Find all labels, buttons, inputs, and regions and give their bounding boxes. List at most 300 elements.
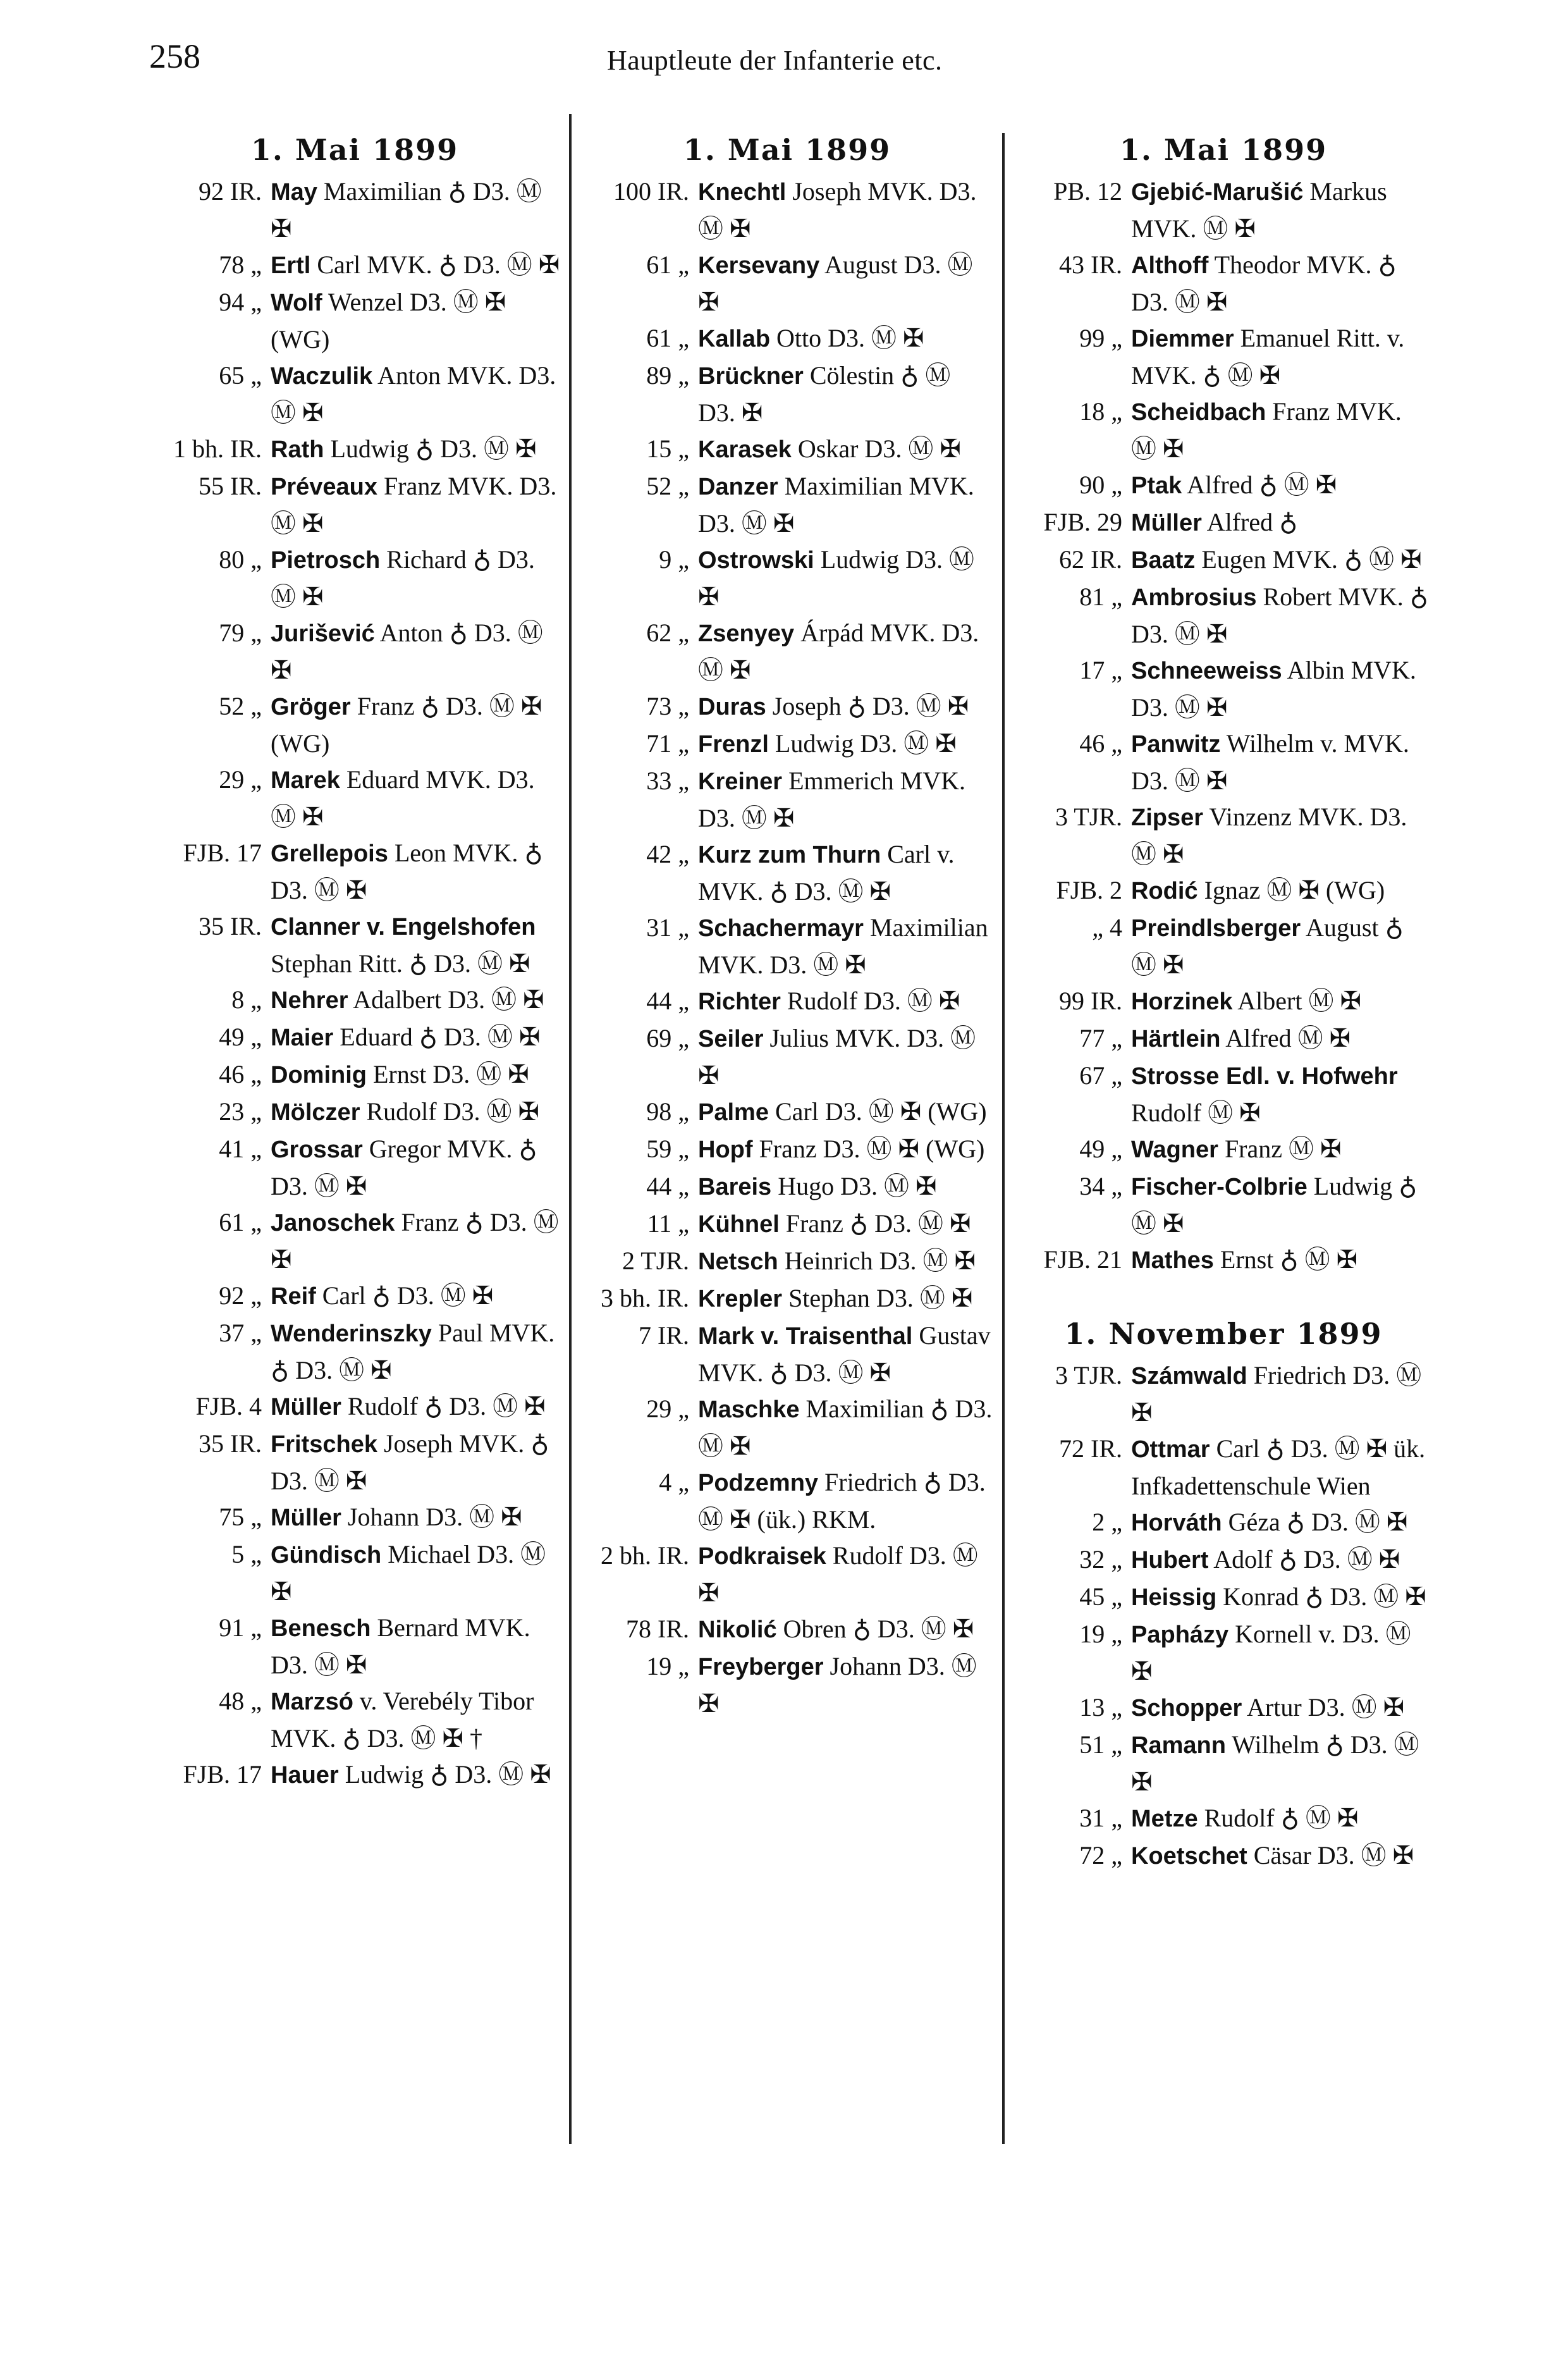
regiment-number: 80 „ (219, 545, 262, 574)
regiment-number: 65 „ (219, 361, 262, 390)
officer-surname: Härtlein (1131, 1026, 1221, 1052)
entry-text (698, 1648, 993, 1721)
list-entry (1015, 1168, 1432, 1241)
entry-text (698, 1537, 993, 1611)
regiment-number: 49 „ (1079, 1135, 1122, 1163)
officer-details: Otto D3. Ⓜ ✠ (770, 324, 924, 352)
regiment-number: 79 „ (219, 619, 262, 647)
officer-surname: Richter (698, 988, 781, 1015)
list-entry (149, 247, 560, 284)
list-entry (149, 284, 560, 357)
officer-details: Joseph MVK. ♁ D3. Ⓜ ✠ (271, 1429, 549, 1495)
list-entry (1015, 393, 1432, 467)
regiment-number: 81 „ (1079, 582, 1122, 611)
officer-surname: Zsenyey (698, 620, 795, 647)
regiment-number: 67 „ (1079, 1061, 1122, 1090)
regiment-number: 61 „ (219, 1208, 262, 1236)
officer-details: Rudolf D3. Ⓜ ✠ (360, 1097, 539, 1126)
list-entry (582, 836, 993, 909)
officer-details: Johann D3. Ⓜ ✠ (341, 1503, 522, 1531)
officer-surname: Papházy (1131, 1622, 1229, 1648)
officer-surname: Duras (698, 694, 766, 720)
officer-details: Carl v. MVK. ♁ D3. Ⓜ ✠ (698, 840, 955, 906)
list-entry (149, 1093, 560, 1131)
officer-details: Ignaz Ⓜ ✠ (WG) (1197, 876, 1385, 904)
officer-details: Géza ♁ D3. Ⓜ ✠ (1222, 1508, 1408, 1536)
entry-text (698, 1205, 993, 1243)
regiment-number: FJB. 29 (1043, 508, 1122, 536)
officer-details: Albert Ⓜ ✠ (1232, 987, 1361, 1015)
officer-surname: Müller (271, 1505, 341, 1531)
entry-text (698, 615, 993, 688)
regiment-number: 72 „ (1079, 1841, 1122, 1869)
officer-surname: Strosse Edl. v. Hofwehr (1131, 1063, 1398, 1090)
list-entry (582, 247, 993, 320)
officer-details: Anton ♁ D3. Ⓜ ✠ (271, 619, 543, 684)
regiment-number: 61 „ (646, 250, 689, 279)
list-entry (149, 688, 560, 761)
list-entry (149, 1131, 560, 1204)
regiment-number: 5 „ (231, 1540, 262, 1568)
officer-surname: Hauer (271, 1762, 339, 1789)
officer-details: v. Verebély Tibor MVK. ♁ D3. Ⓜ ✠ † (271, 1687, 534, 1752)
officer-details: Friedrich D3. Ⓜ ✠ (1131, 1361, 1422, 1427)
officer-details: Anton MVK. D3. Ⓜ ✠ (271, 361, 556, 427)
regiment-number: 91 „ (219, 1613, 262, 1642)
regiment-number: PB. 12 (1053, 177, 1122, 206)
officer-details: Maximilian MVK. D3. Ⓜ ✠ (698, 472, 974, 538)
regiment-number: 44 „ (646, 987, 689, 1015)
officer-surname: Kallab (698, 326, 771, 352)
officer-surname: Benesch (271, 1615, 371, 1642)
entry-text (698, 1131, 993, 1168)
officer-surname: Maier (271, 1025, 334, 1051)
list-entry (149, 357, 560, 431)
entry-text (698, 1611, 993, 1648)
entry-text (271, 468, 560, 541)
entry-text (271, 1315, 560, 1388)
officer-surname: Palme (698, 1099, 769, 1126)
regiment-number: 89 „ (646, 361, 689, 390)
officer-details: Ernst D3. Ⓜ ✠ (366, 1060, 529, 1088)
list-entry (1015, 909, 1432, 983)
entry-text (698, 1391, 993, 1464)
entry-text (271, 1683, 560, 1756)
entry-text (271, 541, 560, 615)
regiment-number: 75 „ (219, 1503, 262, 1531)
list-entry (582, 320, 993, 357)
list-entry (1015, 247, 1432, 320)
officer-details: Franz MVK. Ⓜ ✠ (1131, 397, 1402, 463)
list-entry (1015, 541, 1432, 579)
officer-details: Franz MVK. D3. Ⓜ ✠ (271, 472, 557, 538)
officer-details: Adalbert D3. Ⓜ ✠ (348, 985, 544, 1014)
officer-surname: Horváth (1131, 1510, 1222, 1536)
entry-text (698, 909, 993, 983)
entry-text (1131, 393, 1432, 467)
list-entry (1015, 1837, 1432, 1875)
entry-text (698, 320, 993, 357)
list-entry (1015, 1541, 1432, 1579)
entry-text (271, 1093, 560, 1131)
list-entry (1015, 1057, 1432, 1131)
officer-details: August D3. Ⓜ ✠ (698, 250, 973, 316)
officer-details: Albin MVK. D3. Ⓜ ✠ (1131, 656, 1416, 722)
officer-surname: Reif (271, 1283, 316, 1310)
entry-text (271, 1388, 560, 1426)
list-entry (582, 725, 993, 763)
officer-details: Bernard MVK. D3. Ⓜ ✠ (271, 1613, 530, 1679)
officer-details: Ernst ♁ Ⓜ ✠ (1213, 1245, 1358, 1274)
regiment-number: 100 IR. (613, 177, 689, 206)
entry-text (271, 357, 560, 431)
entry-text (1131, 467, 1432, 504)
regiment-number: 18 „ (1079, 397, 1122, 426)
officer-details: Rudolf D3. Ⓜ ✠ (698, 1541, 978, 1607)
regiment-number: 34 „ (1079, 1172, 1122, 1200)
entry-text (1131, 1057, 1432, 1131)
officer-surname: May (271, 179, 317, 206)
regiment-number: 99 „ (1079, 324, 1122, 352)
list-entry (582, 1611, 993, 1648)
entry-text (271, 1204, 560, 1278)
regiment-number: 29 „ (219, 765, 262, 794)
officer-surname: Baatz (1131, 547, 1196, 574)
list-entry (149, 1204, 560, 1278)
officer-details: Carl ♁ D3. Ⓜ ✠ ük. Infkadettenschule Wien (1131, 1434, 1426, 1500)
officer-surname: Althoff (1131, 252, 1209, 279)
officer-surname: Hubert (1131, 1547, 1209, 1573)
regiment-number: 31 „ (646, 913, 689, 942)
entry-text (698, 836, 993, 909)
column-left (149, 133, 560, 1794)
regiment-number: 19 „ (646, 1652, 689, 1680)
regiment-number: 19 „ (1079, 1620, 1122, 1648)
entry-text (698, 1093, 993, 1131)
entry-text (1131, 1241, 1432, 1279)
entry-text (271, 1426, 560, 1499)
list-entry (582, 1131, 993, 1168)
entry-text (698, 1280, 993, 1317)
regiment-number: 61 „ (646, 324, 689, 352)
entry-text (1131, 1616, 1432, 1689)
officer-surname: Preindlsberger (1131, 915, 1301, 942)
regiment-number: 59 „ (646, 1135, 689, 1163)
list-entry (582, 468, 993, 541)
entry-text (1131, 320, 1432, 393)
column-middle (582, 133, 993, 1721)
officer-details: Alfred Ⓜ ✠ (1220, 1024, 1351, 1052)
list-entry (582, 1391, 993, 1464)
officer-surname: Gröger (271, 694, 351, 720)
list-entry (1015, 1727, 1432, 1800)
officer-details: Rudolf Ⓜ ✠ (1131, 1099, 1261, 1127)
regiment-number: 52 „ (646, 472, 689, 500)
officer-surname: Schachermayr (698, 915, 864, 942)
officer-surname: Wolf (271, 290, 322, 316)
list-entry (149, 431, 560, 468)
entry-text (271, 431, 560, 468)
list-entry (582, 173, 993, 247)
column-rule-right (1002, 133, 1005, 2144)
regiment-number: 45 „ (1079, 1582, 1122, 1611)
entry-text (698, 688, 993, 725)
list-entry (149, 1610, 560, 1683)
regiment-number: 2 TJR. (622, 1247, 689, 1275)
list-entry (149, 982, 560, 1019)
officer-details: Alfred ♁ (1201, 508, 1298, 536)
regiment-number: 3 TJR. (1055, 1361, 1122, 1389)
regiment-number: 51 „ (1079, 1730, 1122, 1759)
page-number: 258 (149, 37, 200, 75)
officer-details: Maximilian MVK. D3. Ⓜ ✠ (698, 913, 988, 979)
regiment-number: 77 „ (1079, 1024, 1122, 1052)
entry-text (1131, 1357, 1432, 1431)
list-entry (1015, 983, 1432, 1020)
officer-surname: Scheidbach (1131, 399, 1266, 426)
regiment-number: 71 „ (646, 729, 689, 758)
officer-surname: Frenzl (698, 731, 769, 758)
entry-text (271, 908, 560, 982)
officer-details: Ludwig D3. Ⓜ ✠ (698, 545, 975, 611)
officer-surname: Mark v. Traisenthal (698, 1323, 913, 1350)
officer-surname: Ptak (1131, 472, 1182, 499)
officer-surname: Nikolić (698, 1617, 777, 1643)
list-entry (1015, 652, 1432, 725)
officer-details: Adolf ♁ D3. Ⓜ ✠ (1208, 1545, 1400, 1573)
officer-surname: Brückner (698, 363, 804, 390)
list-entry (582, 615, 993, 688)
list-entry (582, 1020, 993, 1093)
list-entry (1015, 467, 1432, 504)
regiment-number: 72 IR. (1059, 1434, 1122, 1463)
entry-text (1131, 983, 1432, 1020)
officer-details: Julius MVK. D3. Ⓜ ✠ (698, 1024, 976, 1090)
officer-details: Alfred ♁ Ⓜ ✠ (1182, 471, 1337, 499)
regiment-number: 31 „ (1079, 1804, 1122, 1832)
officer-surname: Clanner v. Engelshofen (271, 914, 536, 940)
regiment-number: 2 „ (1092, 1508, 1122, 1536)
regiment-number: FJB. 4 (195, 1392, 262, 1420)
officer-surname: Grellepois (271, 841, 388, 867)
list-entry (582, 1464, 993, 1537)
list-entry (149, 173, 560, 247)
regiment-number: 3 bh. IR. (601, 1284, 689, 1312)
list-entry (1015, 1504, 1432, 1541)
list-entry (582, 909, 993, 983)
officer-surname: Fischer-Colbrie (1131, 1174, 1308, 1200)
officer-details: Robert MVK. ♁ D3. Ⓜ ✠ (1131, 582, 1428, 648)
officer-details: Carl D3. Ⓜ ✠ (WG) (768, 1097, 987, 1126)
officer-surname: Jurišević (271, 620, 375, 647)
regiment-number: 62 „ (646, 619, 689, 647)
list-entry (1015, 1020, 1432, 1057)
regiment-number: 90 „ (1079, 471, 1122, 499)
list-entry (149, 1536, 560, 1610)
list-entry (1015, 1616, 1432, 1689)
regiment-number: 1 bh. IR. (173, 434, 262, 463)
list-entry (149, 1315, 560, 1388)
officer-details: Paul MVK. ♁ D3. Ⓜ ✠ (271, 1319, 555, 1384)
list-entry (1015, 504, 1432, 541)
officer-details: Joseph MVK. D3. Ⓜ ✠ (698, 177, 977, 243)
regiment-number: FJB. 2 (1056, 876, 1122, 904)
entry-text (698, 1464, 993, 1537)
regiment-number: 9 „ (659, 545, 689, 574)
officer-surname: Marzsó (271, 1689, 353, 1715)
column-right (1015, 133, 1432, 1875)
regiment-number: 4 „ (659, 1468, 689, 1496)
officer-surname: Seiler (698, 1026, 764, 1052)
officer-surname: Janoschek (271, 1210, 395, 1236)
officer-details: Ludwig ♁ D3. Ⓜ ✠ (324, 434, 537, 463)
officer-surname: Horzinek (1131, 988, 1233, 1015)
regiment-number: 41 „ (219, 1135, 262, 1163)
entry-text (698, 247, 993, 320)
officer-details: Carl ♁ D3. Ⓜ ✠ (315, 1281, 494, 1310)
officer-details: Rudolf D3. Ⓜ ✠ (780, 987, 960, 1015)
officer-details: Franz D3. Ⓜ ✠ (WG) (752, 1135, 985, 1163)
entry-text (271, 1536, 560, 1610)
entry-text (1131, 1541, 1432, 1579)
list-entry (1015, 725, 1432, 799)
entry-text (1131, 872, 1432, 909)
list-entry (149, 541, 560, 615)
column-rule-left (569, 114, 572, 2144)
list-entry (582, 357, 993, 431)
list-entry (582, 1093, 993, 1131)
officer-details: Johann D3. Ⓜ ✠ (698, 1652, 977, 1718)
officer-details: Wenzel D3. Ⓜ ✠ (WG) (271, 288, 506, 354)
officer-surname: Kühnel (698, 1211, 780, 1238)
entry-text (1131, 799, 1432, 872)
list-entry (149, 835, 560, 908)
list-entry (1015, 579, 1432, 652)
officer-surname: Müller (271, 1394, 341, 1420)
list-entry (1015, 1579, 1432, 1616)
entry-text (698, 1020, 993, 1093)
officer-details: Cölestin ♁ Ⓜ D3. ✠ (698, 361, 951, 427)
entry-text (1131, 1727, 1432, 1800)
entry-text (1131, 1837, 1432, 1875)
list-entry (1015, 173, 1432, 247)
entry-text (1131, 1131, 1432, 1168)
officer-surname: Schneeweiss (1131, 658, 1282, 684)
entry-text (271, 982, 560, 1019)
officer-surname: Hopf (698, 1136, 753, 1163)
officer-surname: Podzemny (698, 1470, 819, 1496)
officer-details: Eduard ♁ D3. Ⓜ ✠ (333, 1023, 541, 1051)
list-entry (149, 1426, 560, 1499)
officer-details: Gregor MVK. ♁ D3. Ⓜ ✠ (271, 1135, 537, 1200)
officer-details: Obren ♁ D3. Ⓜ ✠ (776, 1615, 974, 1643)
officer-surname: Gjebić-Marušić (1131, 179, 1304, 206)
entry-text (271, 284, 560, 357)
officer-details: Árpád MVK. D3. Ⓜ ✠ (698, 619, 979, 684)
regiment-number: 29 „ (646, 1395, 689, 1423)
section-heading: 1. Mai 1899 (1119, 133, 1328, 167)
officer-surname: Rodić (1131, 878, 1198, 904)
regiment-number: 78 „ (219, 250, 262, 279)
officer-details: Franz ♁ D3. Ⓜ ✠ (779, 1209, 971, 1238)
entry-text (271, 761, 560, 835)
officer-surname: Wenderinszky (271, 1321, 432, 1347)
officer-surname: Krepler (698, 1286, 783, 1312)
officer-surname: Pietrosch (271, 547, 381, 574)
regiment-number: 94 „ (219, 288, 262, 316)
regiment-number: 73 „ (646, 692, 689, 720)
officer-surname: Heissig (1131, 1584, 1217, 1611)
entry-text (1131, 909, 1432, 983)
list-entry (1015, 1800, 1432, 1837)
officer-details: Konrad ♁ D3. Ⓜ ✠ (1216, 1582, 1426, 1611)
officer-surname: Kersevany (698, 252, 820, 279)
officer-details: Stephan D3. Ⓜ ✠ (782, 1284, 973, 1312)
section-heading: 1. Mai 1899 (683, 133, 891, 167)
entry-text (271, 1131, 560, 1204)
entry-text (1131, 725, 1432, 799)
officer-surname: Mathes (1131, 1247, 1214, 1274)
entry-text (271, 1278, 560, 1315)
list-entry (149, 761, 560, 835)
list-entry (149, 1388, 560, 1426)
list-entry (1015, 1357, 1432, 1431)
officer-details: Heinrich D3. Ⓜ ✠ (778, 1247, 976, 1275)
regiment-number: 13 „ (1079, 1693, 1122, 1721)
officer-details: Rudolf ♁ Ⓜ ✠ (1197, 1804, 1359, 1832)
officer-details: Kornell v. D3. Ⓜ ✠ (1131, 1620, 1411, 1685)
officer-surname: Koetschet (1131, 1843, 1247, 1869)
officer-details: Maximilian ♁ D3. Ⓜ ✠ (271, 177, 542, 243)
officer-surname: Bareis (698, 1174, 772, 1200)
officer-surname: Freyberger (698, 1654, 824, 1680)
officer-details: Franz ♁ D3. Ⓜ ✠ (WG) (271, 692, 542, 758)
regiment-number: 69 „ (646, 1024, 689, 1052)
officer-surname: Panwitz (1131, 731, 1221, 758)
entry-text (698, 468, 993, 541)
entry-text (1131, 1431, 1432, 1504)
officer-details: Ludwig D3. Ⓜ ✠ (768, 729, 957, 758)
list-entry (582, 1243, 993, 1280)
section-heading: 1. Mai 1899 (250, 133, 459, 167)
list-entry (1015, 320, 1432, 393)
entry-text (698, 1317, 993, 1391)
officer-surname: Gündisch (271, 1542, 382, 1568)
entry-text (271, 1499, 560, 1536)
entry-text (1131, 504, 1432, 541)
officer-surname: Ertl (271, 252, 311, 279)
list-entry (149, 1056, 560, 1093)
entry-text (271, 688, 560, 761)
officer-surname: Ambrosius (1131, 584, 1257, 611)
regiment-number: 2 bh. IR. (601, 1541, 689, 1570)
officer-details: Joseph ♁ D3. Ⓜ ✠ (766, 692, 969, 720)
list-entry (582, 763, 993, 836)
entry-text (271, 835, 560, 908)
officer-details: Ludwig ♁ Ⓜ ✠ (1131, 1172, 1418, 1238)
list-entry (582, 688, 993, 725)
officer-details: Hugo D3. Ⓜ ✠ (771, 1172, 937, 1200)
regiment-number: 15 „ (646, 434, 689, 463)
entry-text (1131, 1689, 1432, 1727)
officer-surname: Zipser (1131, 804, 1204, 831)
section-heading: 1. November 1899 (1064, 1317, 1383, 1351)
list-entry (1015, 1241, 1432, 1279)
officer-details: Eugen MVK. ♁ Ⓜ ✠ (1195, 545, 1422, 574)
entry-text (271, 247, 560, 284)
entry-text (1131, 579, 1432, 652)
regiment-number: 49 „ (219, 1023, 262, 1051)
